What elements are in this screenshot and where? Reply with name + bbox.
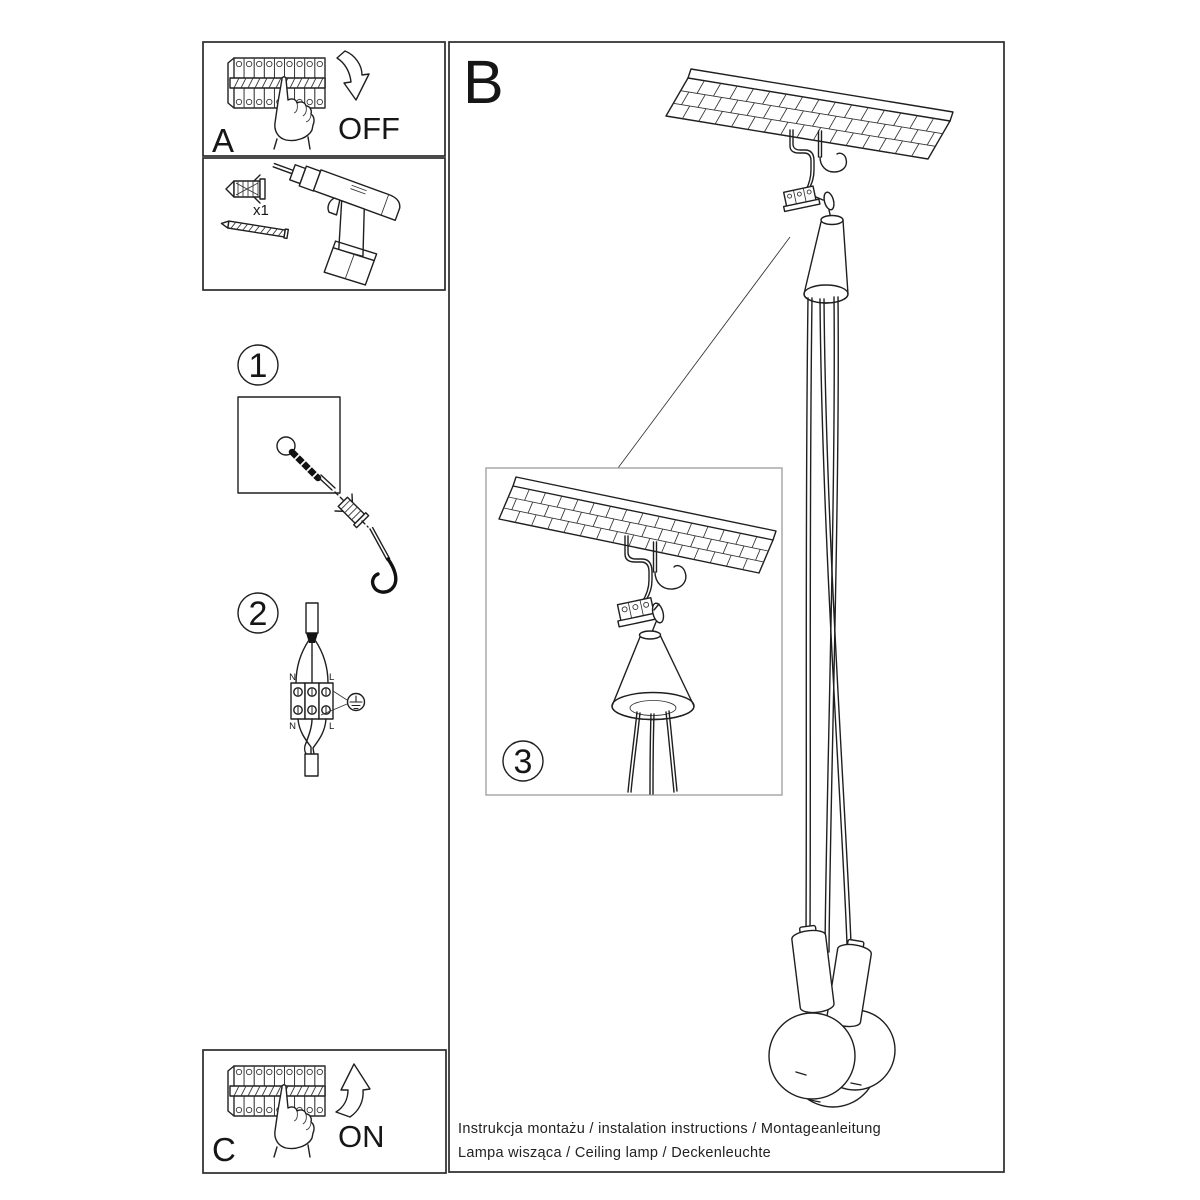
on-label: ON: [338, 1119, 385, 1154]
arrow-up-icon: [336, 1064, 370, 1117]
terminal-l-top-label: L: [329, 672, 335, 683]
circuit-breaker-drawing: [228, 1066, 325, 1116]
drill-drawing: [245, 154, 402, 289]
section-tools: [203, 154, 445, 290]
wiring-diagram-drawing: [289, 603, 364, 776]
terminal-n-top-label: N: [289, 672, 296, 683]
earth-symbol-icon: [348, 694, 365, 711]
step-2: [238, 593, 365, 776]
inset-number: 3: [513, 743, 533, 781]
step-1-number: 1: [248, 347, 268, 385]
section-b: [449, 42, 1004, 1172]
off-label: OFF: [338, 111, 400, 146]
step-1: [238, 345, 396, 592]
section-b-label: B: [463, 48, 504, 116]
wall-anchor-drawing: [226, 175, 265, 203]
footer-line2: Lampa wisząca / Ceiling lamp / Deckenleuchte: [458, 1145, 772, 1161]
detail-leader-line: [618, 237, 790, 468]
terminal-n-bottom-label: N: [289, 721, 296, 732]
anchor-quantity-label: x1: [253, 202, 269, 219]
footer-line1: Instrukcja montażu / instalation instructions / Montageanleitung: [458, 1121, 882, 1137]
terminal-l-bottom-label: L: [329, 721, 335, 732]
section-a: [203, 42, 445, 159]
bulbs-drawing: [769, 924, 895, 1107]
inset-detail-box: [486, 468, 782, 795]
hook-screw-drawing: [277, 437, 396, 592]
section-c: [203, 1050, 446, 1173]
arrow-down-icon: [337, 51, 369, 100]
canopy-drawing: [804, 216, 848, 304]
pendant-cables-drawing: [806, 297, 851, 952]
circuit-breaker-drawing: [228, 58, 325, 108]
ceiling-slab-drawing: [666, 69, 953, 159]
screw-drawing: [221, 219, 289, 238]
section-c-label: C: [212, 1131, 236, 1168]
step-2-number: 2: [248, 595, 268, 633]
section-a-label: A: [212, 122, 235, 159]
